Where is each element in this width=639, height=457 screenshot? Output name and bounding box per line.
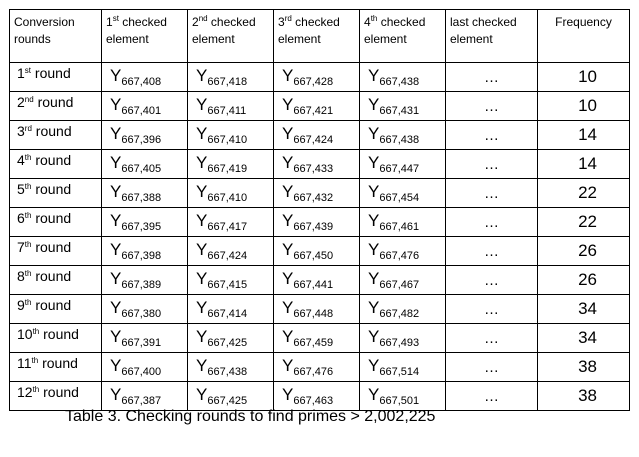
table-caption: Table 3. Checking rounds to find primes > 2,002,225: [65, 408, 436, 425]
checked-element-3: $Y_{667,476}$: [274, 353, 360, 382]
header-conversion-rounds: Conversion rounds: [10, 10, 102, 63]
checked-element-4: $Y_{667,438}$: [360, 121, 446, 150]
last-checked-element: …: [446, 353, 538, 382]
table-row: [10, 179, 630, 208]
round-label: 2nd round: [10, 92, 102, 121]
checking-rounds-table: [9, 9, 630, 411]
checked-element-3: $Y_{667,441}$: [274, 266, 360, 295]
checked-element-3: $Y_{667,424}$: [274, 121, 360, 150]
checked-element-1: $Y_{667,388}$: [102, 179, 188, 208]
checked-element-3: $Y_{667,450}$: [274, 237, 360, 266]
frequency-value: 34: [538, 324, 630, 353]
checked-element-3: $Y_{667,428}$: [274, 63, 360, 92]
round-label: 12th round: [10, 382, 102, 411]
checked-element-4: $Y_{667,476}$: [360, 237, 446, 266]
checked-element-2: $Y_{667,425}$: [188, 324, 274, 353]
checked-element-1: $Y_{667,380}$: [102, 295, 188, 324]
round-label: 11th round: [10, 353, 102, 382]
checked-element-4: $Y_{667,482}$: [360, 295, 446, 324]
table-row: [10, 266, 630, 295]
frequency-value: 10: [538, 92, 630, 121]
frequency-value: 26: [538, 266, 630, 295]
checked-element-3: $Y_{667,432}$: [274, 179, 360, 208]
frequency-value: 22: [538, 208, 630, 237]
table-body: [10, 63, 630, 411]
checked-element-2: $Y_{667,411}$: [188, 92, 274, 121]
last-checked-element: …: [446, 237, 538, 266]
last-checked-element: …: [446, 63, 538, 92]
checked-element-3: $Y_{667,433}$: [274, 150, 360, 179]
checked-element-2: $Y_{667,414}$: [188, 295, 274, 324]
frequency-value: 34: [538, 295, 630, 324]
round-label: 6th round: [10, 208, 102, 237]
header-row: [10, 10, 630, 63]
checked-element-2: $Y_{667,410}$: [188, 121, 274, 150]
checked-element-4: $Y_{667,514}$: [360, 353, 446, 382]
round-label: 5th round: [10, 179, 102, 208]
checked-element-1: $Y_{667,401}$: [102, 92, 188, 121]
checked-element-4: $Y_{667,431}$: [360, 92, 446, 121]
checked-element-3: $Y_{667,421}$: [274, 92, 360, 121]
table-row: [10, 353, 630, 382]
header-frequency: Frequency: [538, 10, 630, 63]
checked-element-4: $Y_{667,467}$: [360, 266, 446, 295]
checked-element-1: $Y_{667,395}$: [102, 208, 188, 237]
table-row: [10, 92, 630, 121]
checked-element-3: $Y_{667,439}$: [274, 208, 360, 237]
round-label: 9th round: [10, 295, 102, 324]
checked-element-4: $Y_{667,454}$: [360, 179, 446, 208]
round-label: 7th round: [10, 237, 102, 266]
round-label: 3rd round: [10, 121, 102, 150]
header-1st-checked-element: 1st checked element: [102, 10, 188, 63]
table-row: [10, 324, 630, 353]
table-row: [10, 150, 630, 179]
checked-element-2: $Y_{667,410}$: [188, 179, 274, 208]
last-checked-element: …: [446, 208, 538, 237]
checked-element-3: $Y_{667,448}$: [274, 295, 360, 324]
checked-element-2: $Y_{667,415}$: [188, 266, 274, 295]
checked-element-4: $Y_{667,438}$: [360, 63, 446, 92]
checked-element-4: $Y_{667,493}$: [360, 324, 446, 353]
table-row: [10, 121, 630, 150]
table-row: [10, 237, 630, 266]
table-row: [10, 208, 630, 237]
frequency-value: 22: [538, 179, 630, 208]
last-checked-element: …: [446, 382, 538, 411]
checked-element-4: $Y_{667,447}$: [360, 150, 446, 179]
checked-element-1: $Y_{667,408}$: [102, 63, 188, 92]
checked-element-1: $Y_{667,398}$: [102, 237, 188, 266]
frequency-value: 38: [538, 353, 630, 382]
checked-element-2: $Y_{667,424}$: [188, 237, 274, 266]
frequency-value: 14: [538, 150, 630, 179]
last-checked-element: …: [446, 295, 538, 324]
last-checked-element: …: [446, 150, 538, 179]
round-label: 4th round: [10, 150, 102, 179]
last-checked-element: …: [446, 92, 538, 121]
checked-element-4: $Y_{667,501}$: [360, 382, 446, 411]
checked-element-3: $Y_{667,463}$: [274, 382, 360, 411]
checked-element-2: $Y_{667,425}$: [188, 382, 274, 411]
last-checked-element: …: [446, 324, 538, 353]
checked-element-1: $Y_{667,405}$: [102, 150, 188, 179]
round-label: 8th round: [10, 266, 102, 295]
checked-element-1: $Y_{667,391}$: [102, 324, 188, 353]
frequency-value: 10: [538, 63, 630, 92]
header-4th-checked-element: 4th checked element: [360, 10, 446, 63]
last-checked-element: …: [446, 179, 538, 208]
table-row: [10, 295, 630, 324]
checked-element-2: $Y_{667,417}$: [188, 208, 274, 237]
round-label: 1st round: [10, 63, 102, 92]
table-row: [10, 63, 630, 92]
header-3rd-checked-element: 3rd checked element: [274, 10, 360, 63]
checked-element-1: $Y_{667,389}$: [102, 266, 188, 295]
last-checked-element: …: [446, 266, 538, 295]
last-checked-element: …: [446, 121, 538, 150]
frequency-value: 26: [538, 237, 630, 266]
header-2nd-checked-element: 2nd checked element: [188, 10, 274, 63]
round-label: 10th round: [10, 324, 102, 353]
header-last-checked-element: last checked element: [446, 10, 538, 63]
checked-element-4: $Y_{667,461}$: [360, 208, 446, 237]
checked-element-3: $Y_{667,459}$: [274, 324, 360, 353]
checked-element-1: $Y_{667,387}$: [102, 382, 188, 411]
frequency-value: 14: [538, 121, 630, 150]
frequency-value: 38: [538, 382, 630, 411]
table-row: [10, 382, 630, 411]
checked-element-1: $Y_{667,396}$: [102, 121, 188, 150]
checked-element-2: $Y_{667,418}$: [188, 63, 274, 92]
checked-element-2: $Y_{667,438}$: [188, 353, 274, 382]
checked-element-2: $Y_{667,419}$: [188, 150, 274, 179]
checked-element-1: $Y_{667,400}$: [102, 353, 188, 382]
